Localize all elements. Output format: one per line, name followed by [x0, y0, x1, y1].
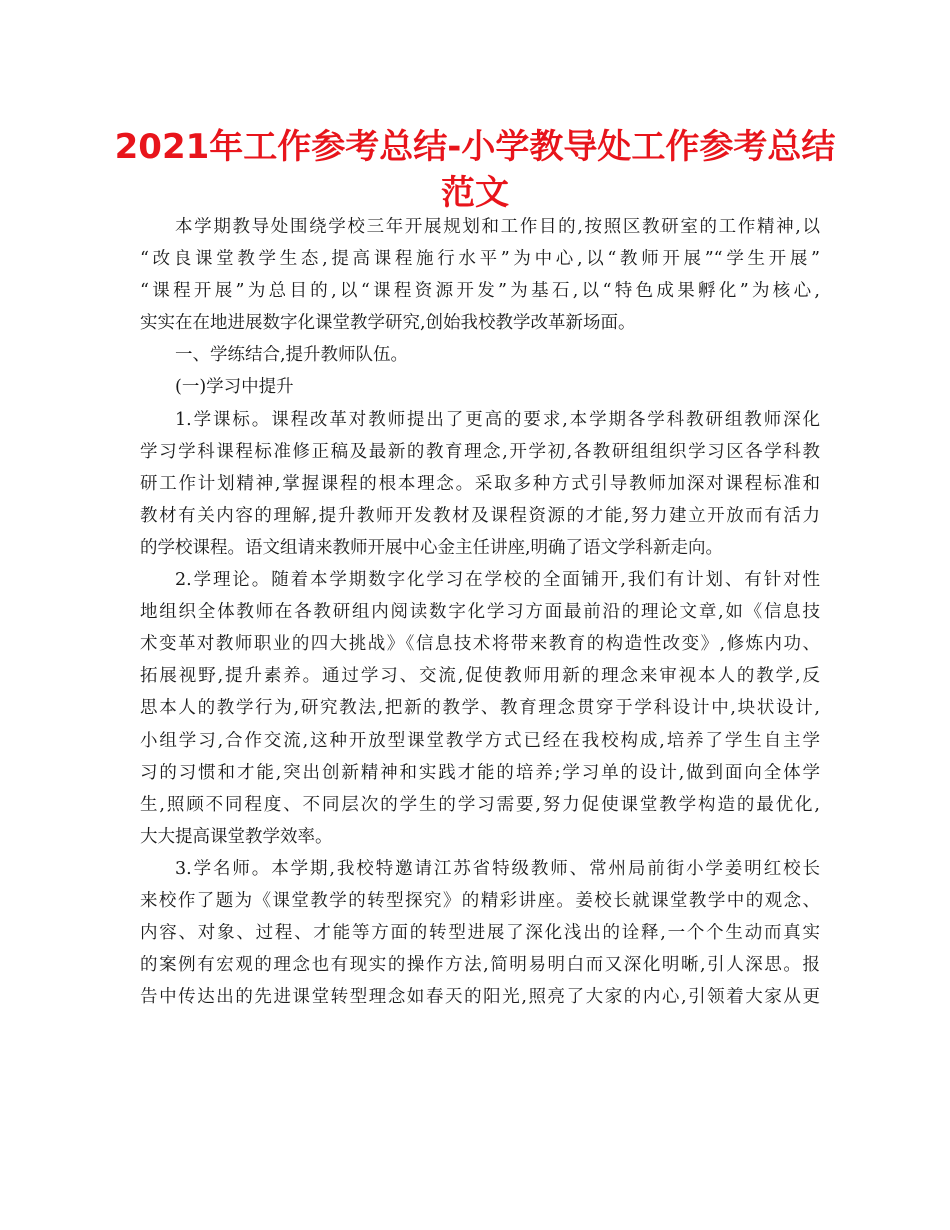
body-text-line: 的学校课程。语文组请来教师开展中心金主任讲座,明确了语文学科新走向。 [140, 537, 724, 558]
body-text-line: 3.学名师。本学期,我校特邀请江苏省特级教师、常州局前街小学姜明红校长 [175, 858, 820, 879]
body-text-line: 小组学习,合作交流,这种开放型课堂教学方式已经在我校构成,培养了学生自主学 [140, 730, 820, 751]
body-text-line: 习的习惯和才能,突出创新精神和实践才能的培养;学习单的设计,做到面向全体学 [140, 762, 820, 783]
body-text-line: 一、学练结合,提升教师队伍。 [175, 345, 409, 366]
body-text-line: (一)学习中提升 [175, 377, 294, 398]
body-text-line: “改良课堂教学生态,提高课程施行水平”为中心,以“教师开展”“学生开展” [140, 249, 820, 270]
body-text-line: 研工作计划精神,掌握课程的根本理念。采取多种方式引导教师加深对课程标准和 [140, 473, 820, 494]
body-text-line: 拓展视野,提升素养。通过学习、交流,促使教师用新的理念来审视本人的教学,反 [140, 666, 820, 687]
body-text-line: 告中传达出的先进课堂转型理念如春天的阳光,照亮了大家的内心,引领着大家从更 [140, 987, 820, 1008]
body-text-line: 实实在在地进展数字化课堂教学研究,创始我校教学改革新场面。 [140, 313, 636, 334]
document-body [140, 211, 820, 1013]
body-text-line: 生,照顾不同程度、不同层次的学生的学习需要,努力促使课堂教学构造的最优化, [140, 794, 820, 815]
body-text-line: 学习学科课程标准修正稿及最新的教育理念,开学初,各教研组组织学习区各学科教 [140, 441, 820, 462]
document-title-line-1: 2021年工作参考总结-小学教导处工作参考总结 [114, 127, 836, 167]
document-title-line-2: 范文 [441, 173, 509, 213]
body-text-line: 1.学课标。课程改革对教师提出了更高的要求,本学期各学科教研组教师深化 [175, 409, 820, 430]
body-text-line: 术变革对教师职业的四大挑战》《信息技术将带来教育的构造性改变》,修炼内功、 [140, 634, 820, 655]
body-text-line: 本学期教导处围绕学校三年开展规划和工作目的,按照区教研室的工作精神,以 [175, 217, 820, 237]
body-text-line: 来校作了题为《课堂教学的转型探究》的精彩讲座。姜校长就课堂教学中的观念、 [140, 890, 820, 911]
body-text-line: “课程开展”为总目的,以“课程资源开发”为基石,以“特色成果孵化”为核心, [140, 281, 820, 302]
body-text-line: 的案例有宏观的理念也有现实的操作方法,简明易明白而又深化明晰,引人深思。报 [140, 955, 820, 976]
body-text-line: 内容、对象、过程、才能等方面的转型进展了深化浅出的诠释,一个个生动而真实 [140, 923, 820, 944]
body-text-line: 大大提高课堂教学效率。 [140, 826, 333, 847]
body-text-line: 地组织全体教师在各教研组内阅读数字化学习方面最前沿的理论文章,如《信息技 [140, 602, 820, 623]
body-text-line: 教材有关内容的理解,提升教师开发教材及课程资源的才能,努力建立开放而有活力 [140, 505, 820, 526]
body-text-line: 思本人的教学行为,研究教法,把新的教学、教育理念贯穿于学科设计中,块状设计, [140, 698, 820, 719]
body-text-line: 2.学理论。随着本学期数字化学习在学校的全面铺开,我们有计划、有针对性 [175, 570, 820, 591]
